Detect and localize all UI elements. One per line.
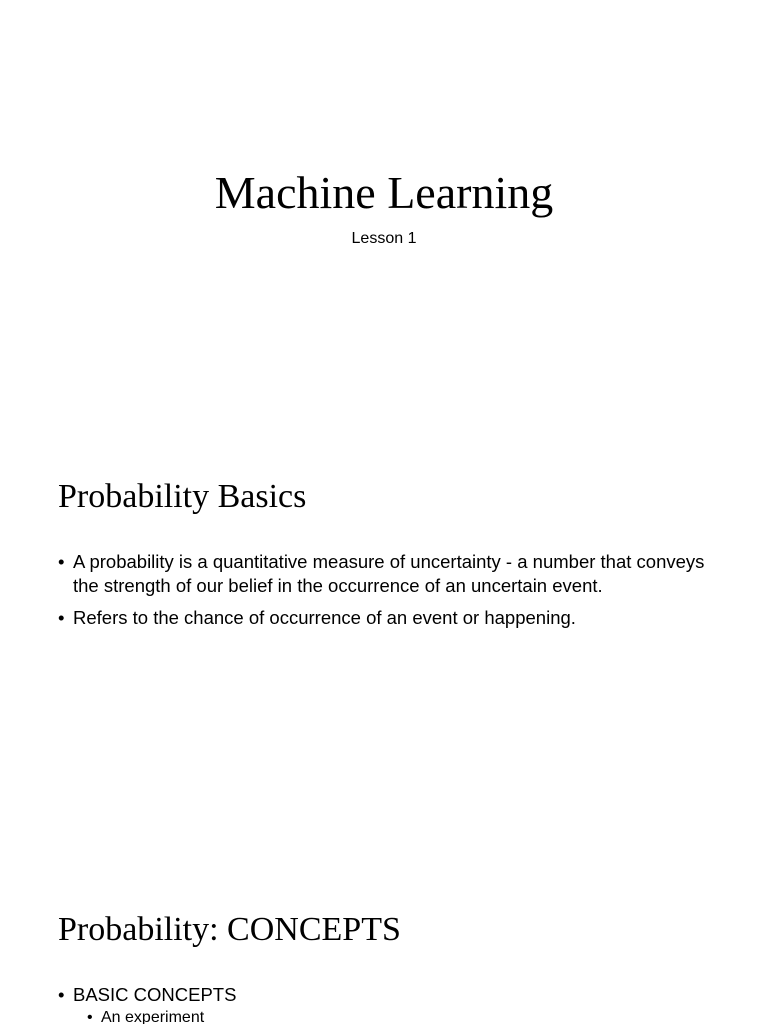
- sub-bullet-text: An experiment: [101, 1009, 205, 1024]
- list-item: [58, 550, 718, 598]
- list-item: [58, 983, 718, 1024]
- slide-title: Probability: CONCEPTS: [58, 911, 401, 948]
- probability-concepts-slide: [0, 864, 768, 1024]
- bullet-text: Refers to the chance of occurrence of an event or happening.: [73, 607, 576, 628]
- presentation-subtitle: Lesson 1: [351, 230, 417, 247]
- title-slide: [0, 0, 768, 432]
- bullet-text: A probability is a quantitative measure of uncertainty - a number that conveys the strength of our belief in the occurrence of an uncertain event.: [73, 551, 705, 596]
- bullet-icon: •: [87, 1009, 93, 1024]
- sub-bullet-list: [73, 1007, 718, 1024]
- bullet-icon: •: [58, 984, 65, 1005]
- bullet-list: [58, 550, 718, 638]
- presentation-title: Machine Learning: [214, 167, 554, 218]
- bullet-text: BASIC CONCEPTS: [73, 984, 237, 1005]
- bullet-icon: •: [58, 551, 65, 572]
- probability-basics-slide: [0, 432, 768, 864]
- bullet-list: [58, 983, 718, 1024]
- bullet-icon: •: [58, 607, 65, 628]
- list-item: [73, 1007, 718, 1024]
- slide-title: Probability Basics: [58, 478, 307, 515]
- list-item: [58, 606, 718, 630]
